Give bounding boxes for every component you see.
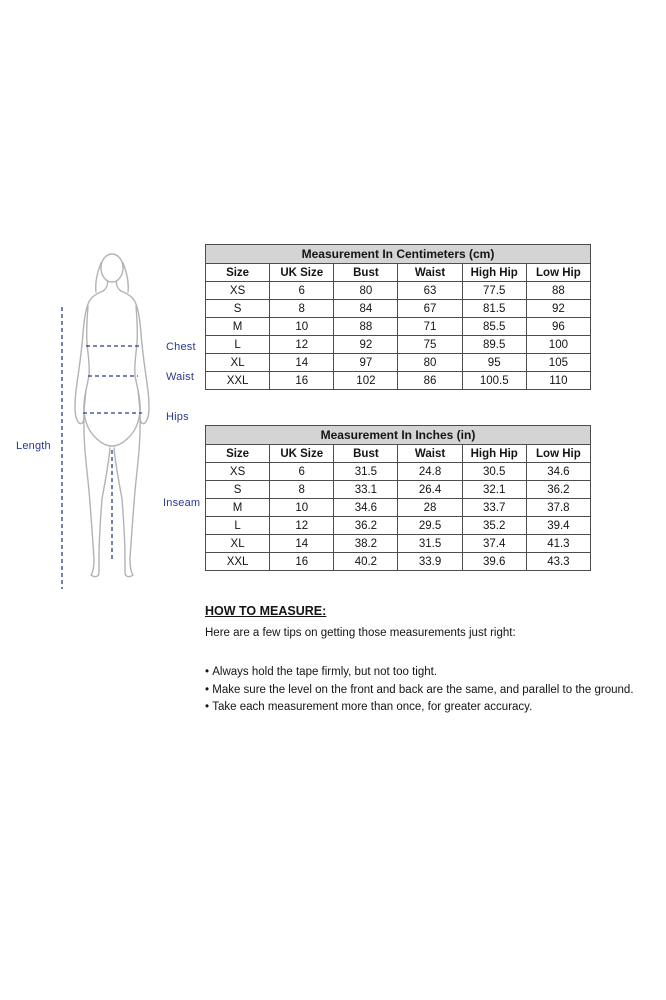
in-size-table bbox=[205, 425, 591, 571]
table-cell: 88 bbox=[526, 282, 590, 300]
table-cell: 16 bbox=[270, 553, 334, 571]
table-cell: 39.6 bbox=[462, 553, 526, 571]
table-row bbox=[206, 336, 591, 354]
table-cell: 10 bbox=[270, 499, 334, 517]
table-cell: 6 bbox=[270, 463, 334, 481]
table-cell: 40.2 bbox=[334, 553, 398, 571]
column-header: Waist bbox=[398, 445, 462, 463]
table-row bbox=[206, 463, 591, 481]
hips-label: Hips bbox=[166, 411, 189, 423]
measuring-tips-list bbox=[205, 666, 663, 715]
column-header: UK Size bbox=[270, 445, 334, 463]
table-title: Measurement In Inches (in) bbox=[206, 426, 591, 445]
table-cell: 6 bbox=[270, 282, 334, 300]
tip-item: • Make sure the level on the front and back are the same, and parallel to the ground. bbox=[205, 684, 663, 698]
table-cell: 16 bbox=[270, 372, 334, 390]
table-cell: 71 bbox=[398, 318, 462, 336]
column-header: Size bbox=[206, 264, 270, 282]
table-cell: 33.1 bbox=[334, 481, 398, 499]
column-header: Bust bbox=[334, 445, 398, 463]
table-cell: XL bbox=[206, 354, 270, 372]
table-cell: 81.5 bbox=[462, 300, 526, 318]
table-cell: 102 bbox=[334, 372, 398, 390]
table-cell: 88 bbox=[334, 318, 398, 336]
table-cell: 29.5 bbox=[398, 517, 462, 535]
table-cell: S bbox=[206, 481, 270, 499]
table-cell: 105 bbox=[526, 354, 590, 372]
waist-label: Waist bbox=[166, 371, 195, 383]
chest-label: Chest bbox=[166, 341, 196, 353]
column-header: High Hip bbox=[462, 445, 526, 463]
table-cell: 110 bbox=[526, 372, 590, 390]
table-cell: 80 bbox=[334, 282, 398, 300]
column-header: UK Size bbox=[270, 264, 334, 282]
table-cell: 30.5 bbox=[462, 463, 526, 481]
table-cell: 85.5 bbox=[462, 318, 526, 336]
table-cell: 89.5 bbox=[462, 336, 526, 354]
table-cell: XS bbox=[206, 282, 270, 300]
table-cell: 33.9 bbox=[398, 553, 462, 571]
table-cell: 75 bbox=[398, 336, 462, 354]
table-cell: 41.3 bbox=[526, 535, 590, 553]
table-cell: 31.5 bbox=[334, 463, 398, 481]
table-cell: 84 bbox=[334, 300, 398, 318]
table-cell: 96 bbox=[526, 318, 590, 336]
table-cell: S bbox=[206, 300, 270, 318]
inseam-label: Inseam bbox=[163, 497, 201, 509]
column-header: Waist bbox=[398, 264, 462, 282]
table-row bbox=[206, 499, 591, 517]
table-cell: 86 bbox=[398, 372, 462, 390]
table-cell: 35.2 bbox=[462, 517, 526, 535]
table-cell: 63 bbox=[398, 282, 462, 300]
column-header: High Hip bbox=[462, 264, 526, 282]
table-cell: L bbox=[206, 517, 270, 535]
how-to-measure-intro: Here are a few tips on getting those measurements just right: bbox=[205, 627, 516, 639]
table-cell: XXL bbox=[206, 553, 270, 571]
table-row bbox=[206, 300, 591, 318]
table-cell: 80 bbox=[398, 354, 462, 372]
table-cell: XXL bbox=[206, 372, 270, 390]
table-cell: 97 bbox=[334, 354, 398, 372]
table-cell: 28 bbox=[398, 499, 462, 517]
table-cell: L bbox=[206, 336, 270, 354]
table-cell: 34.6 bbox=[526, 463, 590, 481]
table-cell: 10 bbox=[270, 318, 334, 336]
table-cell: 12 bbox=[270, 517, 334, 535]
cm-size-table bbox=[205, 244, 591, 390]
how-to-measure-section bbox=[205, 604, 663, 719]
length-label: Length bbox=[16, 440, 51, 452]
column-header: Low Hip bbox=[526, 264, 590, 282]
table-cell: 8 bbox=[270, 481, 334, 499]
table-cell: 8 bbox=[270, 300, 334, 318]
table-cell: XS bbox=[206, 463, 270, 481]
table-cell: 38.2 bbox=[334, 535, 398, 553]
table-row bbox=[206, 535, 591, 553]
table-cell: 32.1 bbox=[462, 481, 526, 499]
table-cell: 26.4 bbox=[398, 481, 462, 499]
table-cell: 34.6 bbox=[334, 499, 398, 517]
table-cell: 92 bbox=[334, 336, 398, 354]
table-row bbox=[206, 481, 591, 499]
table-row bbox=[206, 553, 591, 571]
table-cell: 31.5 bbox=[398, 535, 462, 553]
table-cell: 14 bbox=[270, 354, 334, 372]
table-cell: 24.8 bbox=[398, 463, 462, 481]
table-cell: 36.2 bbox=[526, 481, 590, 499]
how-to-measure-heading: HOW TO MEASURE: bbox=[205, 604, 327, 618]
column-header: Size bbox=[206, 445, 270, 463]
table-row bbox=[206, 517, 591, 535]
table-row bbox=[206, 372, 591, 390]
tip-item: • Take each measurement more than once, for greater accuracy. bbox=[205, 701, 663, 715]
table-cell: 33.7 bbox=[462, 499, 526, 517]
table-cell: 12 bbox=[270, 336, 334, 354]
table-cell: 100.5 bbox=[462, 372, 526, 390]
table-cell: 37.4 bbox=[462, 535, 526, 553]
table-cell: 67 bbox=[398, 300, 462, 318]
table-cell: 95 bbox=[462, 354, 526, 372]
table-cell: 100 bbox=[526, 336, 590, 354]
tip-item: • Always hold the tape firmly, but not too tight. bbox=[205, 666, 663, 680]
table-title: Measurement In Centimeters (cm) bbox=[206, 245, 591, 264]
table-row bbox=[206, 318, 591, 336]
table-cell: 36.2 bbox=[334, 517, 398, 535]
table-cell: 37.8 bbox=[526, 499, 590, 517]
table-cell: 43.3 bbox=[526, 553, 590, 571]
column-header: Bust bbox=[334, 264, 398, 282]
body-figure-illustration bbox=[0, 243, 210, 603]
table-cell: M bbox=[206, 318, 270, 336]
column-header: Low Hip bbox=[526, 445, 590, 463]
measurement-lines bbox=[62, 307, 142, 589]
table-row bbox=[206, 282, 591, 300]
table-row bbox=[206, 354, 591, 372]
table-cell: 92 bbox=[526, 300, 590, 318]
table-cell: M bbox=[206, 499, 270, 517]
table-cell: 39.4 bbox=[526, 517, 590, 535]
table-cell: 77.5 bbox=[462, 282, 526, 300]
table-cell: 14 bbox=[270, 535, 334, 553]
table-cell: XL bbox=[206, 535, 270, 553]
